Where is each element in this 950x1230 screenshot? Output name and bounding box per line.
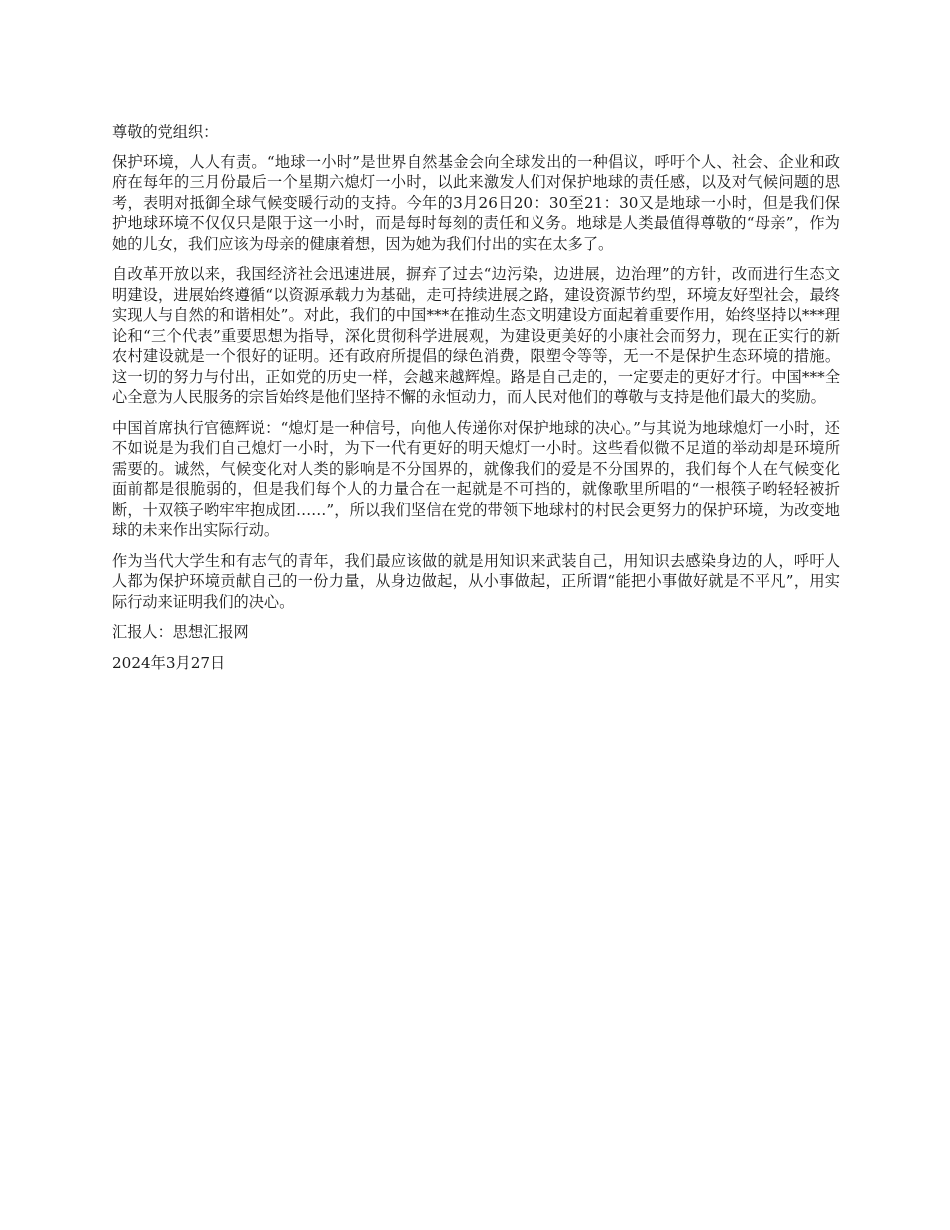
paragraph-ecological-civilization: 自改革开放以来，我国经济社会迅速进展，摒弃了过去“边污染，边进展，边治理”的方针，改而进行生态文明建设，进展始终遵循“以资源承载力为基础，走可持续进展之路，建设资源节约型，环境友好型社会，最终实现人与自然的和谐相处”。对此，我们的中国***在推动生态文明建设方面起着重要作用，始终坚持以***理论和“三个代表”重要思想为指导，深化贯彻科学进展观，为建设更美好的小康社会而努力，现在正实行的新农村建设就是一个很好的证明。还有政府所提倡的绿色消费，限塑令等等，无一不是保护生态环境的措施。这一切的努力与付出，正如党的历史一样，会越来越辉煌。路是自己走的，一定要走的更好才行。中国***全心全意为人民服务的宗旨始终是他们坚持不懈的永恒动力，而人民对他们的尊敬与支持是他们最大的奖励。 [112, 265, 840, 406]
document-body [112, 122, 840, 683]
paragraph-ceo-quote: 中国首席执行官德辉说：“熄灯是一种信号，向他人传递你对保护地球的决心。”与其说为地球熄灯一小时，还不如说是为我们自己熄灯一小时，为下一代有更好的明天熄灯一小时。这些看似微不足道的举动却是环境所需要的。诚然，气候变化对人类的影响是不分国界的，就像我们的爱是不分国界的，我们每个人在气候变化面前都是很脆弱的，但是我们每个人的力量合在一起就是不可挡的，就像歌里所唱的“一根筷子哟轻轻被折断，十双筷子哟牢牢抱成团……”，所以我们坚信在党的带领下地球村的村民会更努力的保护环境，为改变地球的未来作出实际行动。 [112, 418, 840, 539]
paragraph-earth-hour: 保护环境，人人有责。“地球一小时”是世界自然基金会向全球发出的一种倡议，呼吁个人、社会、企业和政府在每年的三月份最后一个星期六熄灯一小时，以此来激发人们对保护地球的责任感，以及对气候问题的思考，表明对抵御全球气候变暖行动的支持。今年的3月26日20：30至21：30又是地球一小时，但是我们保护地球环境不仅仅只是限于这一小时，而是每时每刻的责任和义务。地球是人类最值得尊敬的“母亲”，作为她的儿女，我们应该为母亲的健康着想，因为她为我们付出的实在太多了。 [112, 152, 840, 253]
salutation: 尊敬的党组织： [112, 123, 219, 141]
signature: 汇报人：思想汇报网 [112, 623, 249, 641]
date: 2024年3月27日 [112, 653, 226, 672]
paragraph-student-commitment: 作为当代大学生和有志气的青年，我们最应该做的就是用知识来武装自己，用知识去感染身边的人，呼吁人人都为保护环境贡献自己的一份力量，从身边做起，从小事做起，正所谓“能把小事做好就是不平凡”，用实际行动来证明我们的决心。 [112, 551, 840, 611]
